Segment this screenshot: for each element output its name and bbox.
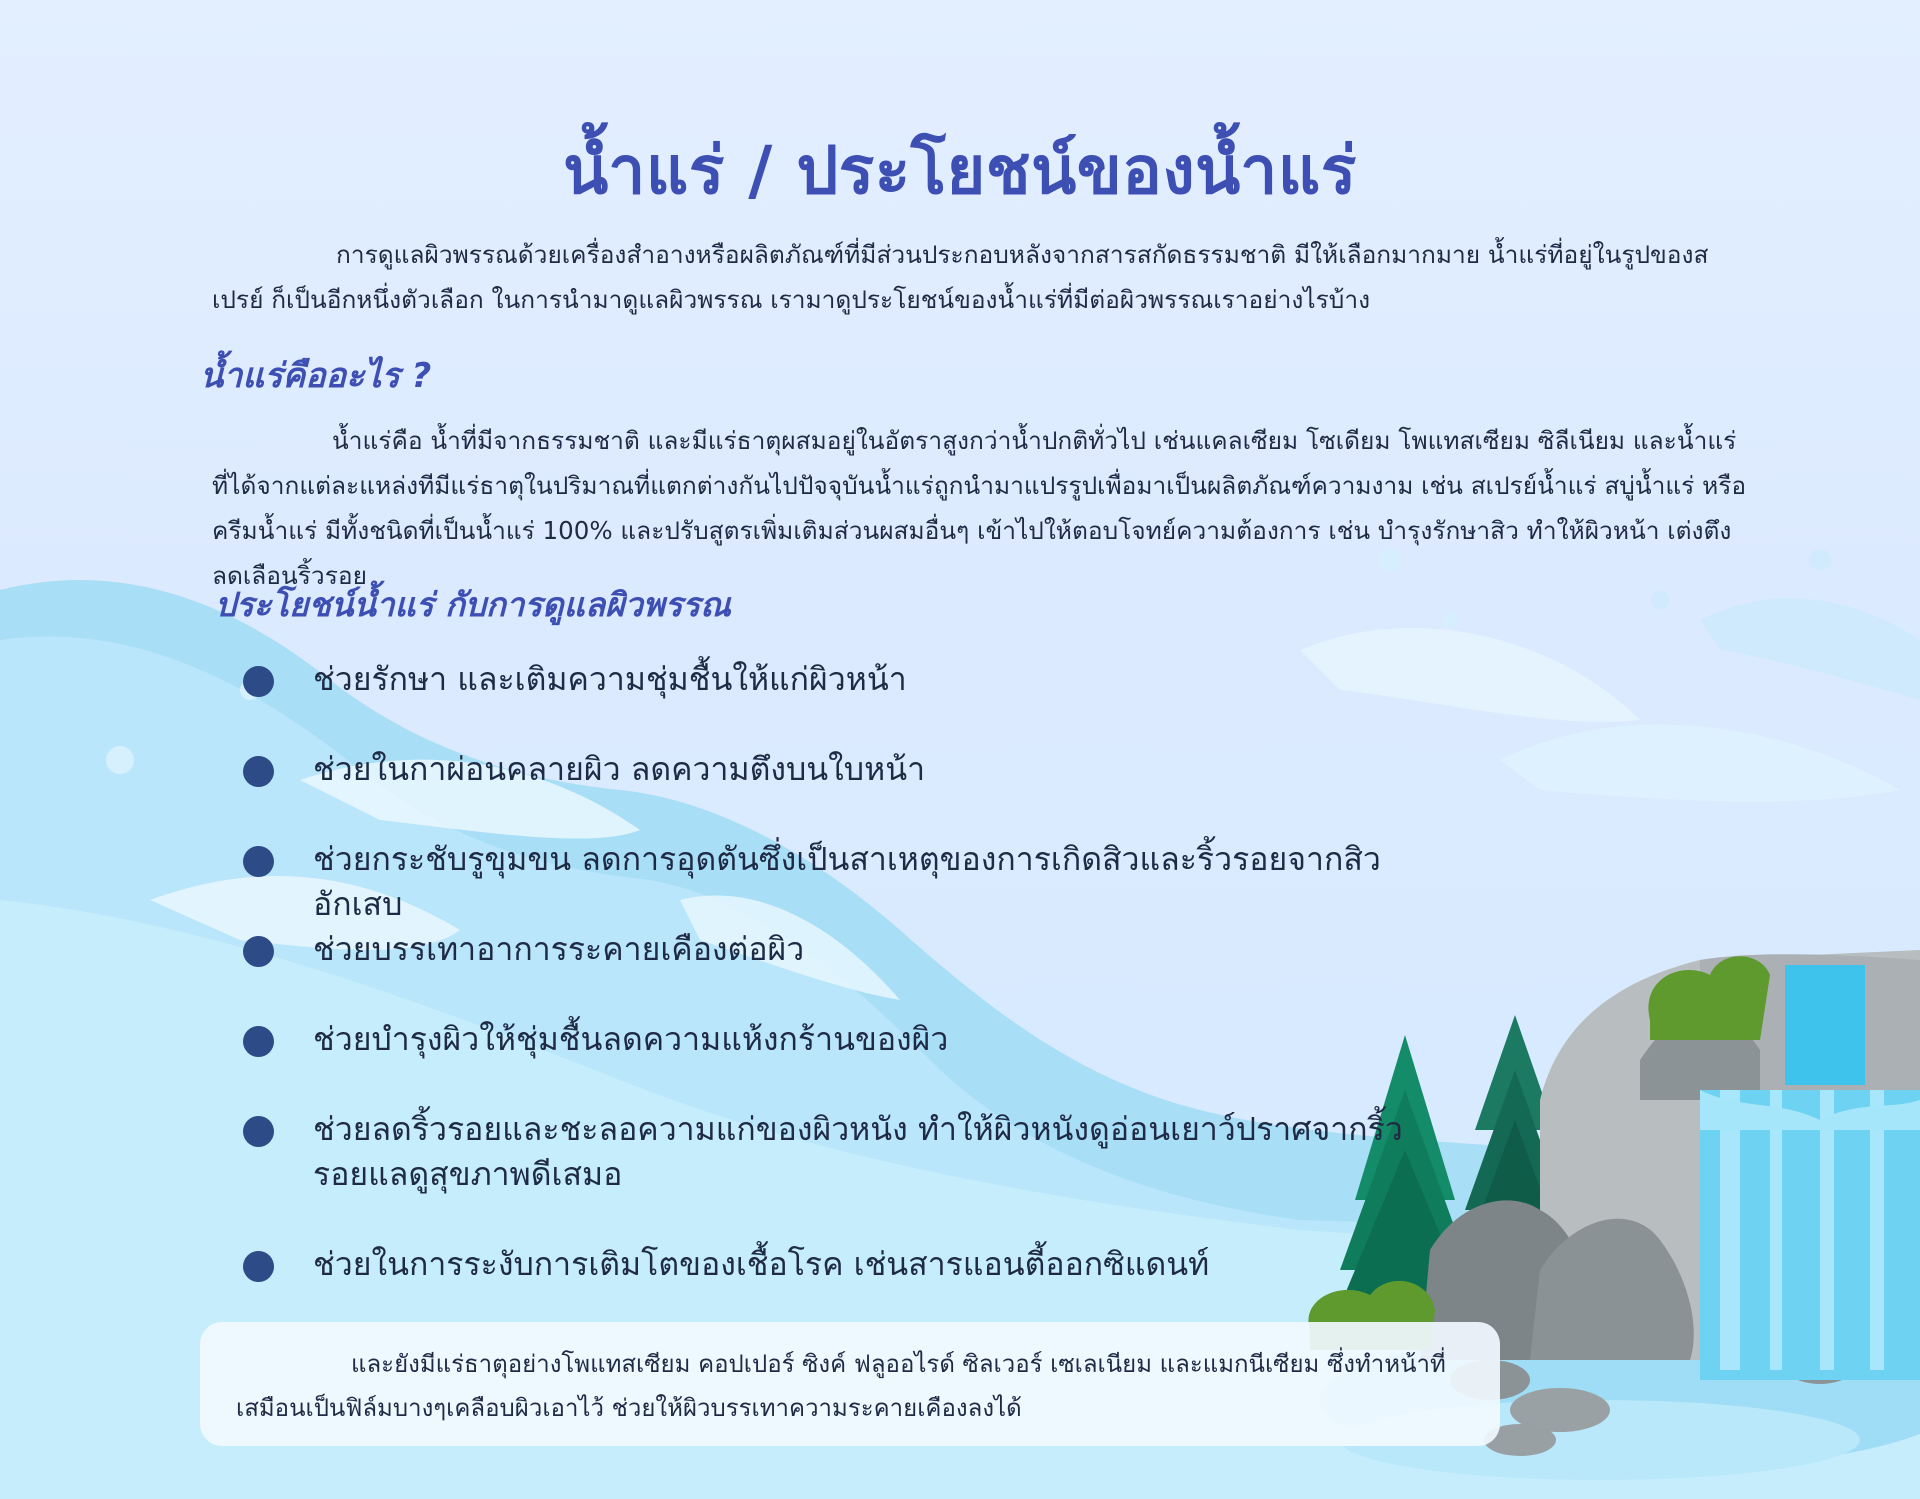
page-title: น้ำแร่ / ประโยชน์ของน้ำแร่	[563, 132, 1357, 209]
bullet-dot-icon	[243, 756, 274, 787]
bullet-dot-icon	[243, 1026, 274, 1057]
section-heading-what-is: น้ำแร่คืออะไร ?	[200, 356, 432, 396]
list-item-text: ช่วยบรรเทาอาการระคายเคืองต่อผิว	[313, 930, 805, 968]
list-item-text: ช่วยในกาผ่อนคลายผิว ลดความตึงบนใบหน้า	[313, 750, 926, 788]
bullet-dot-icon	[243, 936, 274, 967]
list-item-text: ช่วยลดริ้วรอยและชะลอความแก่ของผิวหนัง ทำให้ผิวหนังดูอ่อนเยาว์ปราศจากริ้วรอยแลดูสุขภาพดีเสมอ	[313, 1110, 1403, 1193]
what-is-paragraph: น้ำแร่คือ น้ำที่มีจากธรรมชาติ และมีแร่ธาตุผสมอยู่ในอัตราสูงกว่าน้ำปกติทั่วไป เช่นแคลเซียม โซเดียม โพแทสเซียม ซิลีเนียม และน้ำแร่ที่ได้จากแต่ละแหล่งทีมีแร่ธาตุในปริมาณที่แตกต่างกันไปปัจจุบันน้ำแร่ถูกนำมาแปรรูปเพื่อมาเป็นผลิตภัณฑ์ความงาม เช่น สเปรย์น้ำแร่ สบู่น้ำแร่ หรือครีมน้ำแร่ มีทั้งชนิดที่เป็นน้ำแร่ 100% และปรับสูตรเพิ่มเติมส่วนผสมอื่นๆ เข้าไปให้ตอบโจทย์ความต้องการ เช่น บำรุงรักษาสิว ทำให้ผิวหน้า เต่งตึง ลดเลือนริ้วรอย	[212, 426, 1747, 590]
bullet-dot-icon	[243, 1251, 274, 1282]
list-item-text: ช่วยบำรุงผิวให้ชุ่มชื้นลดความแห้งกร้านของผิว	[313, 1020, 949, 1058]
bullet-dot-icon	[243, 846, 274, 877]
list-item-text: ช่วยในการระงับการเติมโตของเชื้อโรค เช่นสารแอนตี้ออกซิแดนท์	[313, 1245, 1210, 1283]
section-heading-benefits: ประโยชน์น้ำแร่ กับการดูแลผิวพรรณ	[215, 585, 731, 624]
list-item-text: ช่วยกระชับรูขุมขน ลดการอุดตันซึ่งเป็นสาเหตุของการเกิดสิวและริ้วรอยจากสิวอักเสบ	[313, 840, 1381, 923]
bullet-dot-icon	[243, 666, 274, 697]
note-text: และยังมีแร่ธาตุอย่างโพแทสเซียม คอปเปอร์ ซิงค์ ฟลูออไรด์ ซิลเวอร์ เซเลเนียม และแมกนีเซียม ซึ่งทำหน้าที่เสมือนเป็นฟิล์มบางๆเคลือบผิวเอาไว้ ช่วยให้ผิวบรรเทาความระคายเคืองลงได้	[236, 1350, 1446, 1422]
note-box	[200, 1322, 1500, 1446]
bullet-dot-icon	[243, 1116, 274, 1147]
list-item-text: ช่วยรักษา และเติมความชุ่มชื้นให้แก่ผิวหน้า	[313, 660, 907, 698]
intro-paragraph: การดูแลผิวพรรณด้วยเครื่องสำอางหรือผลิตภัณฑ์ที่มีส่วนประกอบหลังจากสารสกัดธรรมชาติ มีให้เลือกมากมาย น้ำแร่ที่อยู่ในรูปของสเปรย์ ก็เป็นอีกหนึ่งตัวเลือก ในการนำมาดูแลผิวพรรณ เรามาดูประโยชน์ของน้ำแร่ที่มีต่อผิวพรรณเราอย่างไรบ้าง	[212, 240, 1709, 314]
